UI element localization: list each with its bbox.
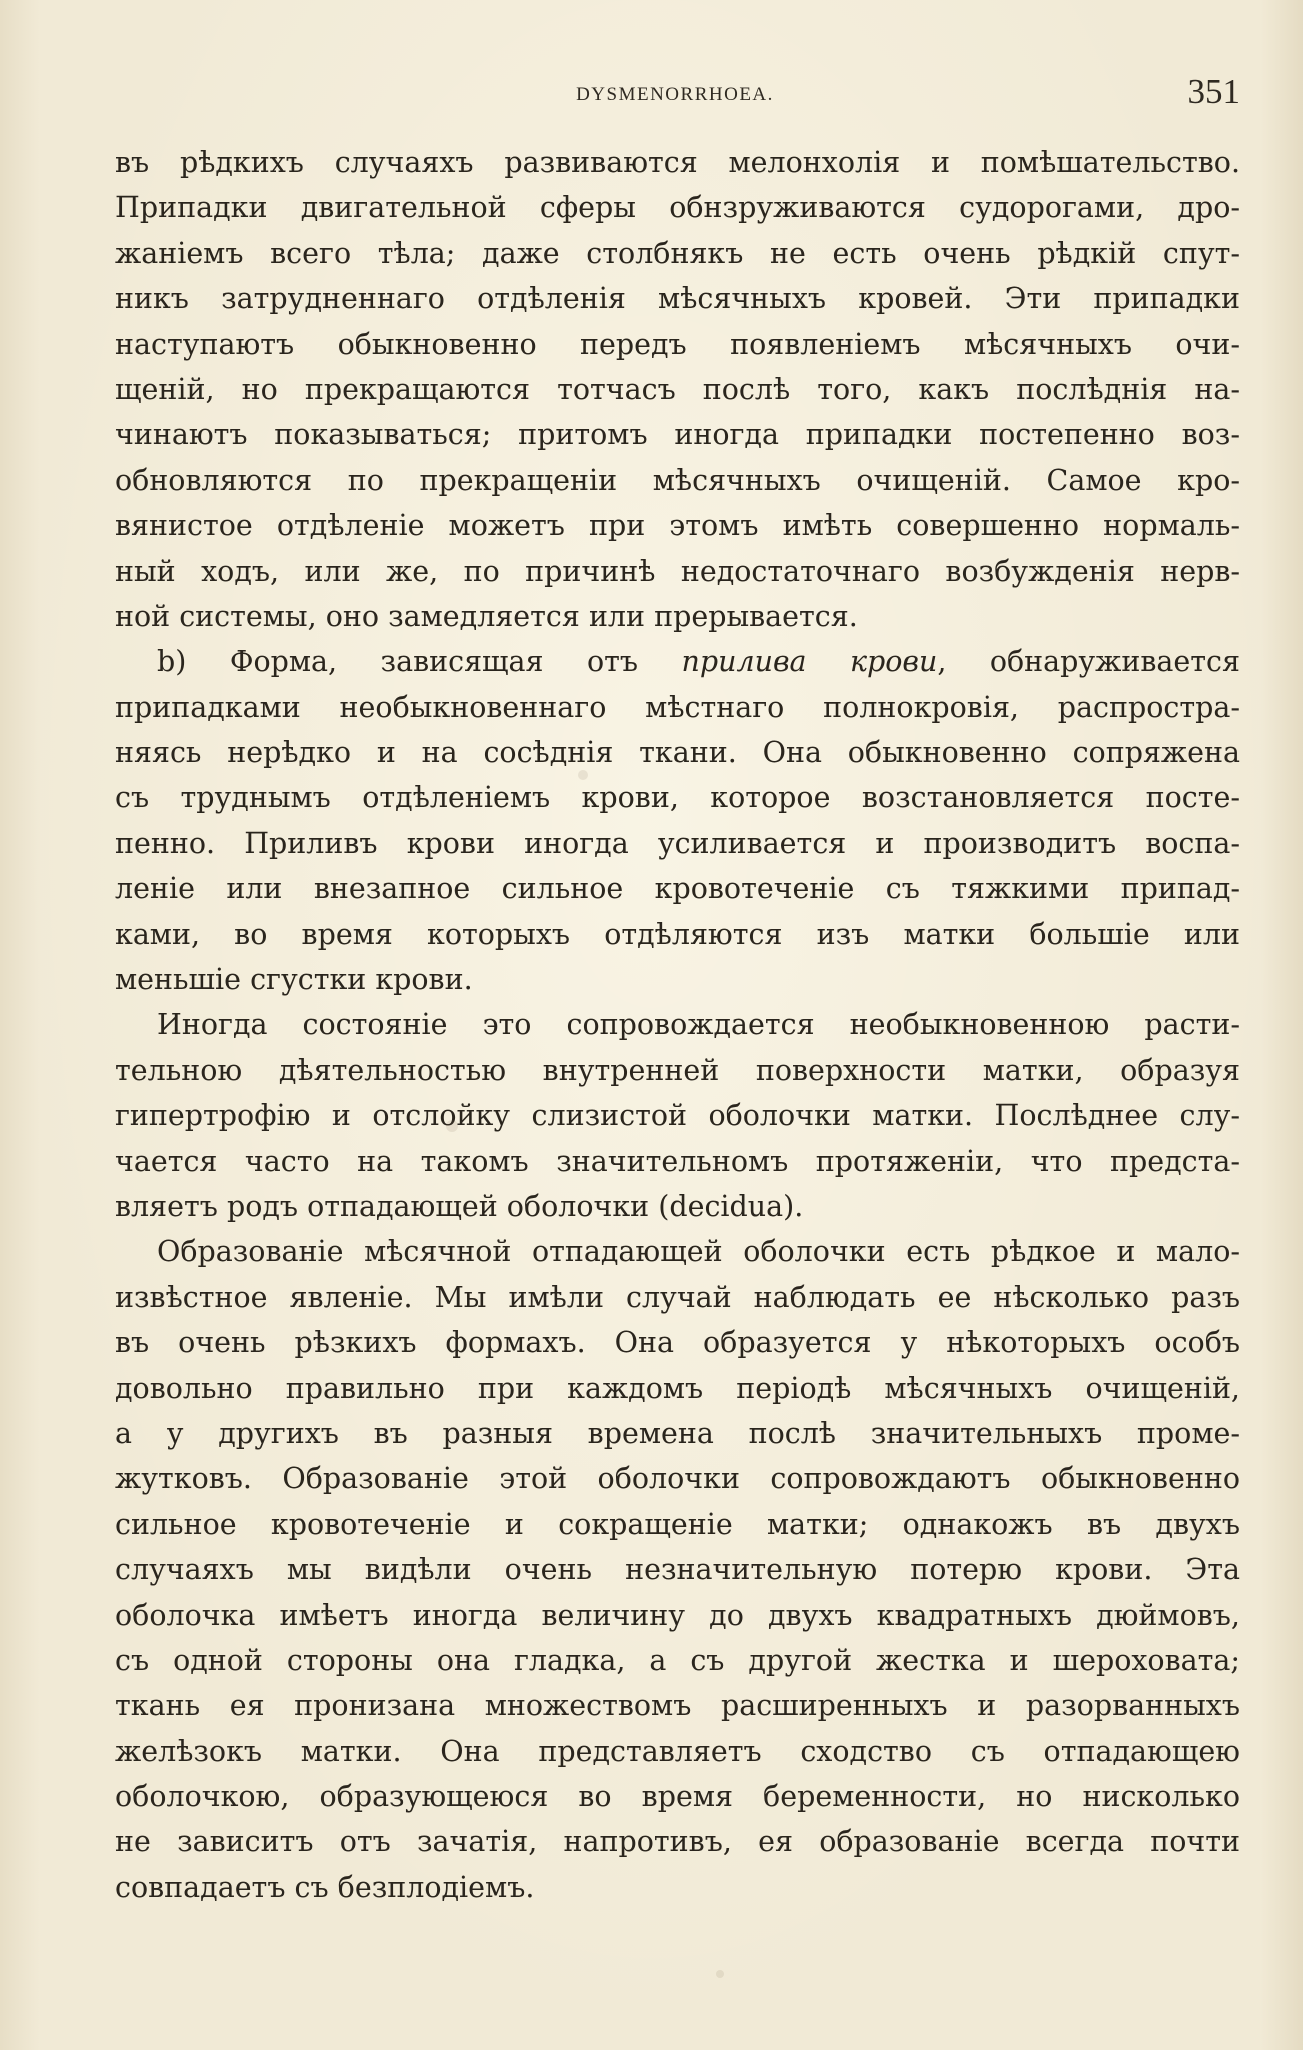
text-line: въ рѣдкихъ случаяхъ развиваются мелонхолія и помѣшательство. bbox=[115, 146, 1240, 179]
text-line: случаяхъ мы видѣли очень незначительную потерю крови. Эта bbox=[115, 1553, 1240, 1587]
text-line: Иногда состояніе это сопровождается необыкновенною расти- bbox=[157, 1008, 1240, 1042]
text-line: оболочкою, образующеюся во время беременности, но нисколько bbox=[115, 1780, 1240, 1814]
text-line: няясь нерѣдко и на сосѣднія ткани. Она обыкновенно сопряжена bbox=[115, 736, 1240, 770]
text-line: ками, во время которыхъ отдѣляются изъ матки большіе или bbox=[115, 917, 1240, 951]
text-line: обновляются по прекращеніи мѣсячныхъ очищеній. Самое кро- bbox=[115, 463, 1240, 497]
emphasized-text: прилива крови bbox=[681, 645, 938, 679]
page-header bbox=[110, 72, 1240, 122]
text-line: сильное кровотеченіе и сокращеніе матки; однакожъ въ двухъ bbox=[115, 1507, 1240, 1541]
text-line: совпадаетъ съ безплодіемъ. bbox=[115, 1870, 535, 1904]
running-head: DYSMENORRHOEA. bbox=[576, 84, 774, 105]
text-line: щеній, но прекращаются тотчасъ послѣ того, какъ послѣднія на- bbox=[115, 372, 1240, 406]
text-line: жутковъ. Образованіе этой оболочки сопровождаютъ обыкновенно bbox=[115, 1462, 1240, 1496]
text-line: оболочка имѣетъ иногда величину до двухъ квадратныхъ дюймовъ, bbox=[115, 1598, 1240, 1632]
body-text bbox=[115, 140, 1240, 1910]
text-line: съ труднымъ отдѣленіемъ крови, которое возстановляется посте- bbox=[115, 781, 1240, 815]
text-line: довольно правильно при каждомъ періодѣ мѣсячныхъ очищеній, bbox=[115, 1371, 1240, 1405]
text-line: чинаютъ показываться; притомъ иногда припадки постепенно воз- bbox=[115, 418, 1240, 452]
text-line: наступаютъ обыкновенно передъ появленіемъ мѣсячныхъ очи- bbox=[115, 327, 1240, 361]
text-line: b) Форма, зависящая отъ прилива крови, обнаруживается bbox=[157, 645, 1240, 679]
text-line: не зависитъ отъ зачатія, напротивъ, ея образованіе всегда почти bbox=[115, 1825, 1240, 1859]
text-line: желѣзокъ матки. Она представляетъ сходство съ отпадающею bbox=[115, 1734, 1240, 1768]
page-number: 351 bbox=[1187, 72, 1240, 111]
text-line: меньшіе сгустки крови. bbox=[115, 963, 473, 997]
text-line: гипертрофію и отслойку слизистой оболочки матки. Послѣднее слу- bbox=[115, 1099, 1240, 1133]
text-line: ной системы, оно замедляется или прерывается. bbox=[115, 599, 858, 633]
text-line: ткань ея пронизана множествомъ расширенныхъ и разорванныхъ bbox=[115, 1689, 1240, 1723]
text-line: Припадки двигательной сферы обнзруживаются судорогами, дро- bbox=[115, 191, 1240, 225]
paper-spot bbox=[578, 770, 588, 780]
text-line: съ одной стороны она гладка, а съ другой жестка и шероховата; bbox=[115, 1643, 1240, 1677]
text-line: вляетъ родъ отпадающей оболочки (decidua). bbox=[115, 1189, 804, 1223]
text-line: вянистое отдѣленіе можетъ при этомъ имѣть совершенно нормаль- bbox=[115, 509, 1240, 543]
text-line: леніе или внезапное сильное кровотеченіе съ тяжкими припад- bbox=[115, 872, 1240, 906]
text-line: чается часто на такомъ значительномъ протяженіи, что предста- bbox=[115, 1144, 1240, 1178]
text-line: жаніемъ всего тѣла; даже столбнякъ не есть очень рѣдкій спут- bbox=[115, 236, 1240, 270]
text-line: а у другихъ въ разныя времена послѣ значительныхъ проме- bbox=[115, 1416, 1240, 1450]
text-line: припадками необыкновеннаго мѣстнаго полнокровія, распростра- bbox=[115, 690, 1240, 724]
paper-spot bbox=[446, 1120, 458, 1132]
text-line: Образованіе мѣсячной отпадающей оболочки есть рѣдкое и мало- bbox=[157, 1235, 1240, 1269]
text-line: никъ затрудненнаго отдѣленія мѣсячныхъ кровей. Эти припадки bbox=[115, 282, 1240, 316]
text-line: въ очень рѣзкихъ формахъ. Она образуется у нѣкоторыхъ особъ bbox=[115, 1326, 1240, 1360]
text-line: тельною дѣятельностью внутренней поверхности матки, образуя bbox=[115, 1053, 1240, 1087]
text-line: ный ходъ, или же, по причинѣ недостаточнаго возбужденія нерв- bbox=[115, 554, 1240, 588]
paper-spot bbox=[716, 1970, 724, 1978]
text-line: извѣстное явленіе. Мы имѣли случай наблюдать ее нѣсколько разъ bbox=[115, 1280, 1240, 1314]
text-line: пенно. Приливъ крови иногда усиливается и производитъ воспа- bbox=[115, 826, 1240, 860]
